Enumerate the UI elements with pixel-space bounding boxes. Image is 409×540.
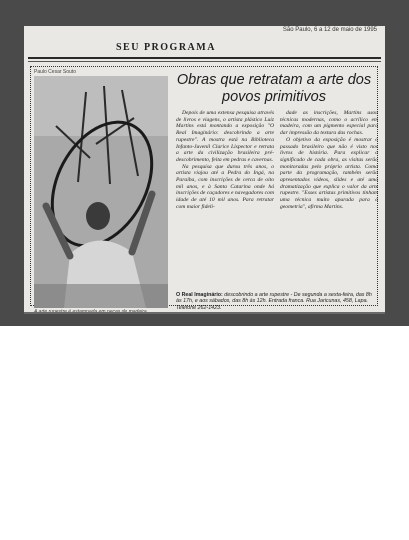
article-photo <box>34 76 168 308</box>
artist-with-hoop-photo <box>34 76 168 308</box>
paragraph: Na pesquisa que durou três anos, o artista viajou até a Pedra do Ingá, na Paraíba, com inscrições de cerca de oito mil anos, e à Santa Catarina onde há inscrições de caçadores e navegadores com idade de até 10 mil anos. Para retratar com maior fideli- <box>176 163 274 210</box>
newspaper-clipping <box>24 26 385 312</box>
event-info <box>176 292 372 311</box>
clipping-shadow <box>24 312 385 314</box>
paragraph: O objetivo da exposição é mostrar o passado brasileiro que não é visto nos livros de história. Para explicar o significado de cada obra, as visitas serão monitoradas pelo próprio artista. Como parte da programação, também serão apresentados vídeos, slides e até uma dramatização que explica o valor da arte rupestre. "Esses artistas primitivos tinham uma técnica muito apurada para a geometria", afirma Martins. <box>280 136 378 210</box>
event-info-title: O Real Imaginário: <box>176 292 223 298</box>
section-rule-thin <box>28 61 381 62</box>
article-column-1 <box>176 110 274 211</box>
section-rule <box>28 57 381 59</box>
paragraph: Depois de uma extensa pesquisa através de livros e viagens, o artista plástico Luiz Martins está montando a exposição "O Real Imaginário: descobrindo a arte rupestre". A mostra está na Biblioteca Infanto-Juvenil Clarice Lispector e retrata a arte da civilização brasileira pré-descobrimento, feita em pedras e cavernas. <box>176 110 274 163</box>
dateline: São Paulo, 6 a 12 de maio de 1995 <box>282 27 377 33</box>
article-column-2 <box>280 110 378 211</box>
article-headline: Obras que retratam a arte dos povos primitivos <box>176 72 372 105</box>
event-info-text: descobrindo a arte rupestre - De segunda a sexta-feira, das 8h às 17h, e aos sábados, das 8h às 12h. Entrada franca. Rua Jaricunas, 458, Lapa. Telefone 262-1423. <box>176 292 372 311</box>
section-title: SEU PROGRAMA <box>116 42 216 53</box>
photo-credit: Paulo Cesar Souto <box>34 69 76 75</box>
paragraph: dade as inscrições, Martins usou técnicas modernas, como o acrílico em madeira, com um pigmento especial para dar impressão da textura das rochas. <box>280 110 378 137</box>
